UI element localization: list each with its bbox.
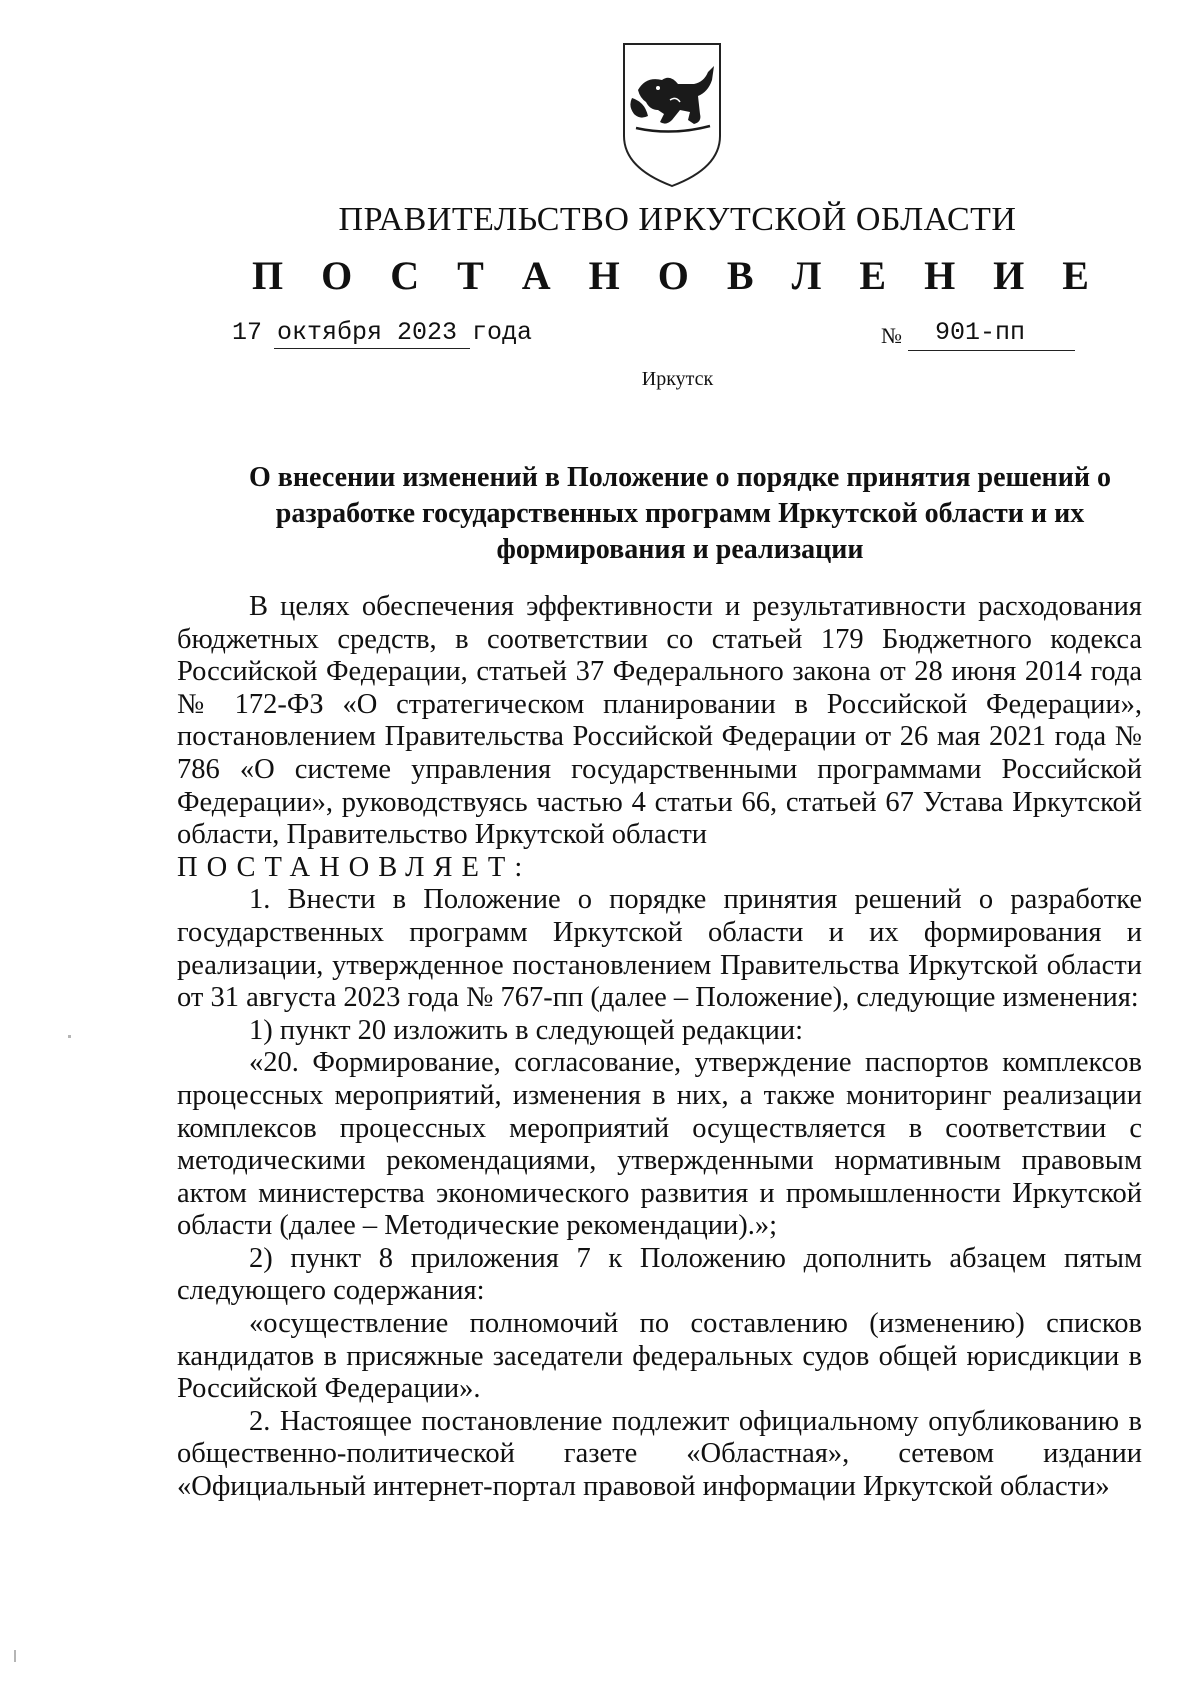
government-title: ПРАВИТЕЛЬСТВО ИРКУТСКОЙ ОБЛАСТИ	[338, 201, 1017, 238]
document-type-heading: П О С Т А Н О В Л Е Н И Е	[252, 253, 1103, 298]
number-sign: №	[881, 323, 902, 348]
paragraph-1-item-2-text: «осуществление полномочий по составлению (изменению) списков кандидатов в присяжные заседатели федеральных судов общей юрисдикции в Российской Федерации».	[177, 1308, 1142, 1405]
city-name: Иркутск	[641, 368, 714, 390]
paragraph-2: 2. Настоящее постановление подлежит официальному опубликованию в общественно-политической газете «Областная», сетевом издании «Официальный интернет-портал правовой информации Иркутской области»	[177, 1405, 1142, 1503]
date-underline	[274, 348, 470, 349]
paragraph-1-item-1: 1) пункт 20 изложить в следующей редакции:	[249, 1014, 804, 1046]
document-date: 17 октября 2023 года	[232, 318, 533, 347]
document-number: 901-пп	[935, 318, 1026, 347]
scan-artifact-mark	[14, 1650, 16, 1662]
document-subject: О внесении изменений в Положение о порядке принятия решений о разработке государственных программ Иркутской области и их формирования и реализации	[249, 462, 1111, 565]
coat-of-arms-emblem	[618, 40, 726, 190]
decree-word: ПОСТАНОВЛЯЕТ:	[177, 851, 532, 883]
paragraph-1: 1. Внести в Положение о порядке принятия решений о разработке государственных программ Иркутской области и их формирования и реализации, утвержденное постановлением Правительства Иркутской области от 31 августа 2023 года № 767-пп (далее – Положение), следующие изменения:	[177, 884, 1142, 1014]
paragraph-1-item-2: 2) пункт 8 приложения 7 к Положению дополнить абзацем пятым следующего содержания:	[177, 1242, 1142, 1307]
paragraph-1-item-1-text: «20. Формирование, согласование, утверждение паспортов комплексов процессных мероприятий, изменения в них, а также мониторинг реализации комплексов процессных мероприятий осуществляется в соответствии с методическими рекомендациями, утвержденными нормативным правовым актом министерства экономического развития и промышленности Иркутской области (далее – Методические рекомендации).»;	[177, 1047, 1142, 1242]
scan-artifact-mark	[68, 1035, 71, 1038]
preamble-paragraph: В целях обеспечения эффективности и результативности расходования бюджетных средств, в соответствии со статьей 179 Бюджетного кодекса Российской Федерации, статьей 37 Федерального закона от 28 июня 2014 года № 172-ФЗ «О стратегическом планировании в Российской Федерации», постановлением Правительства Российской Федерации от 26 мая 2021 года № 786 «О системе управления государственными программами Российской Федерации», руководствуясь частью 4 статьи 66, статьей 67 Устава Иркутской области, Правительство Иркутской области	[177, 591, 1142, 851]
document-body	[177, 591, 1142, 1504]
number-underline	[908, 350, 1075, 351]
